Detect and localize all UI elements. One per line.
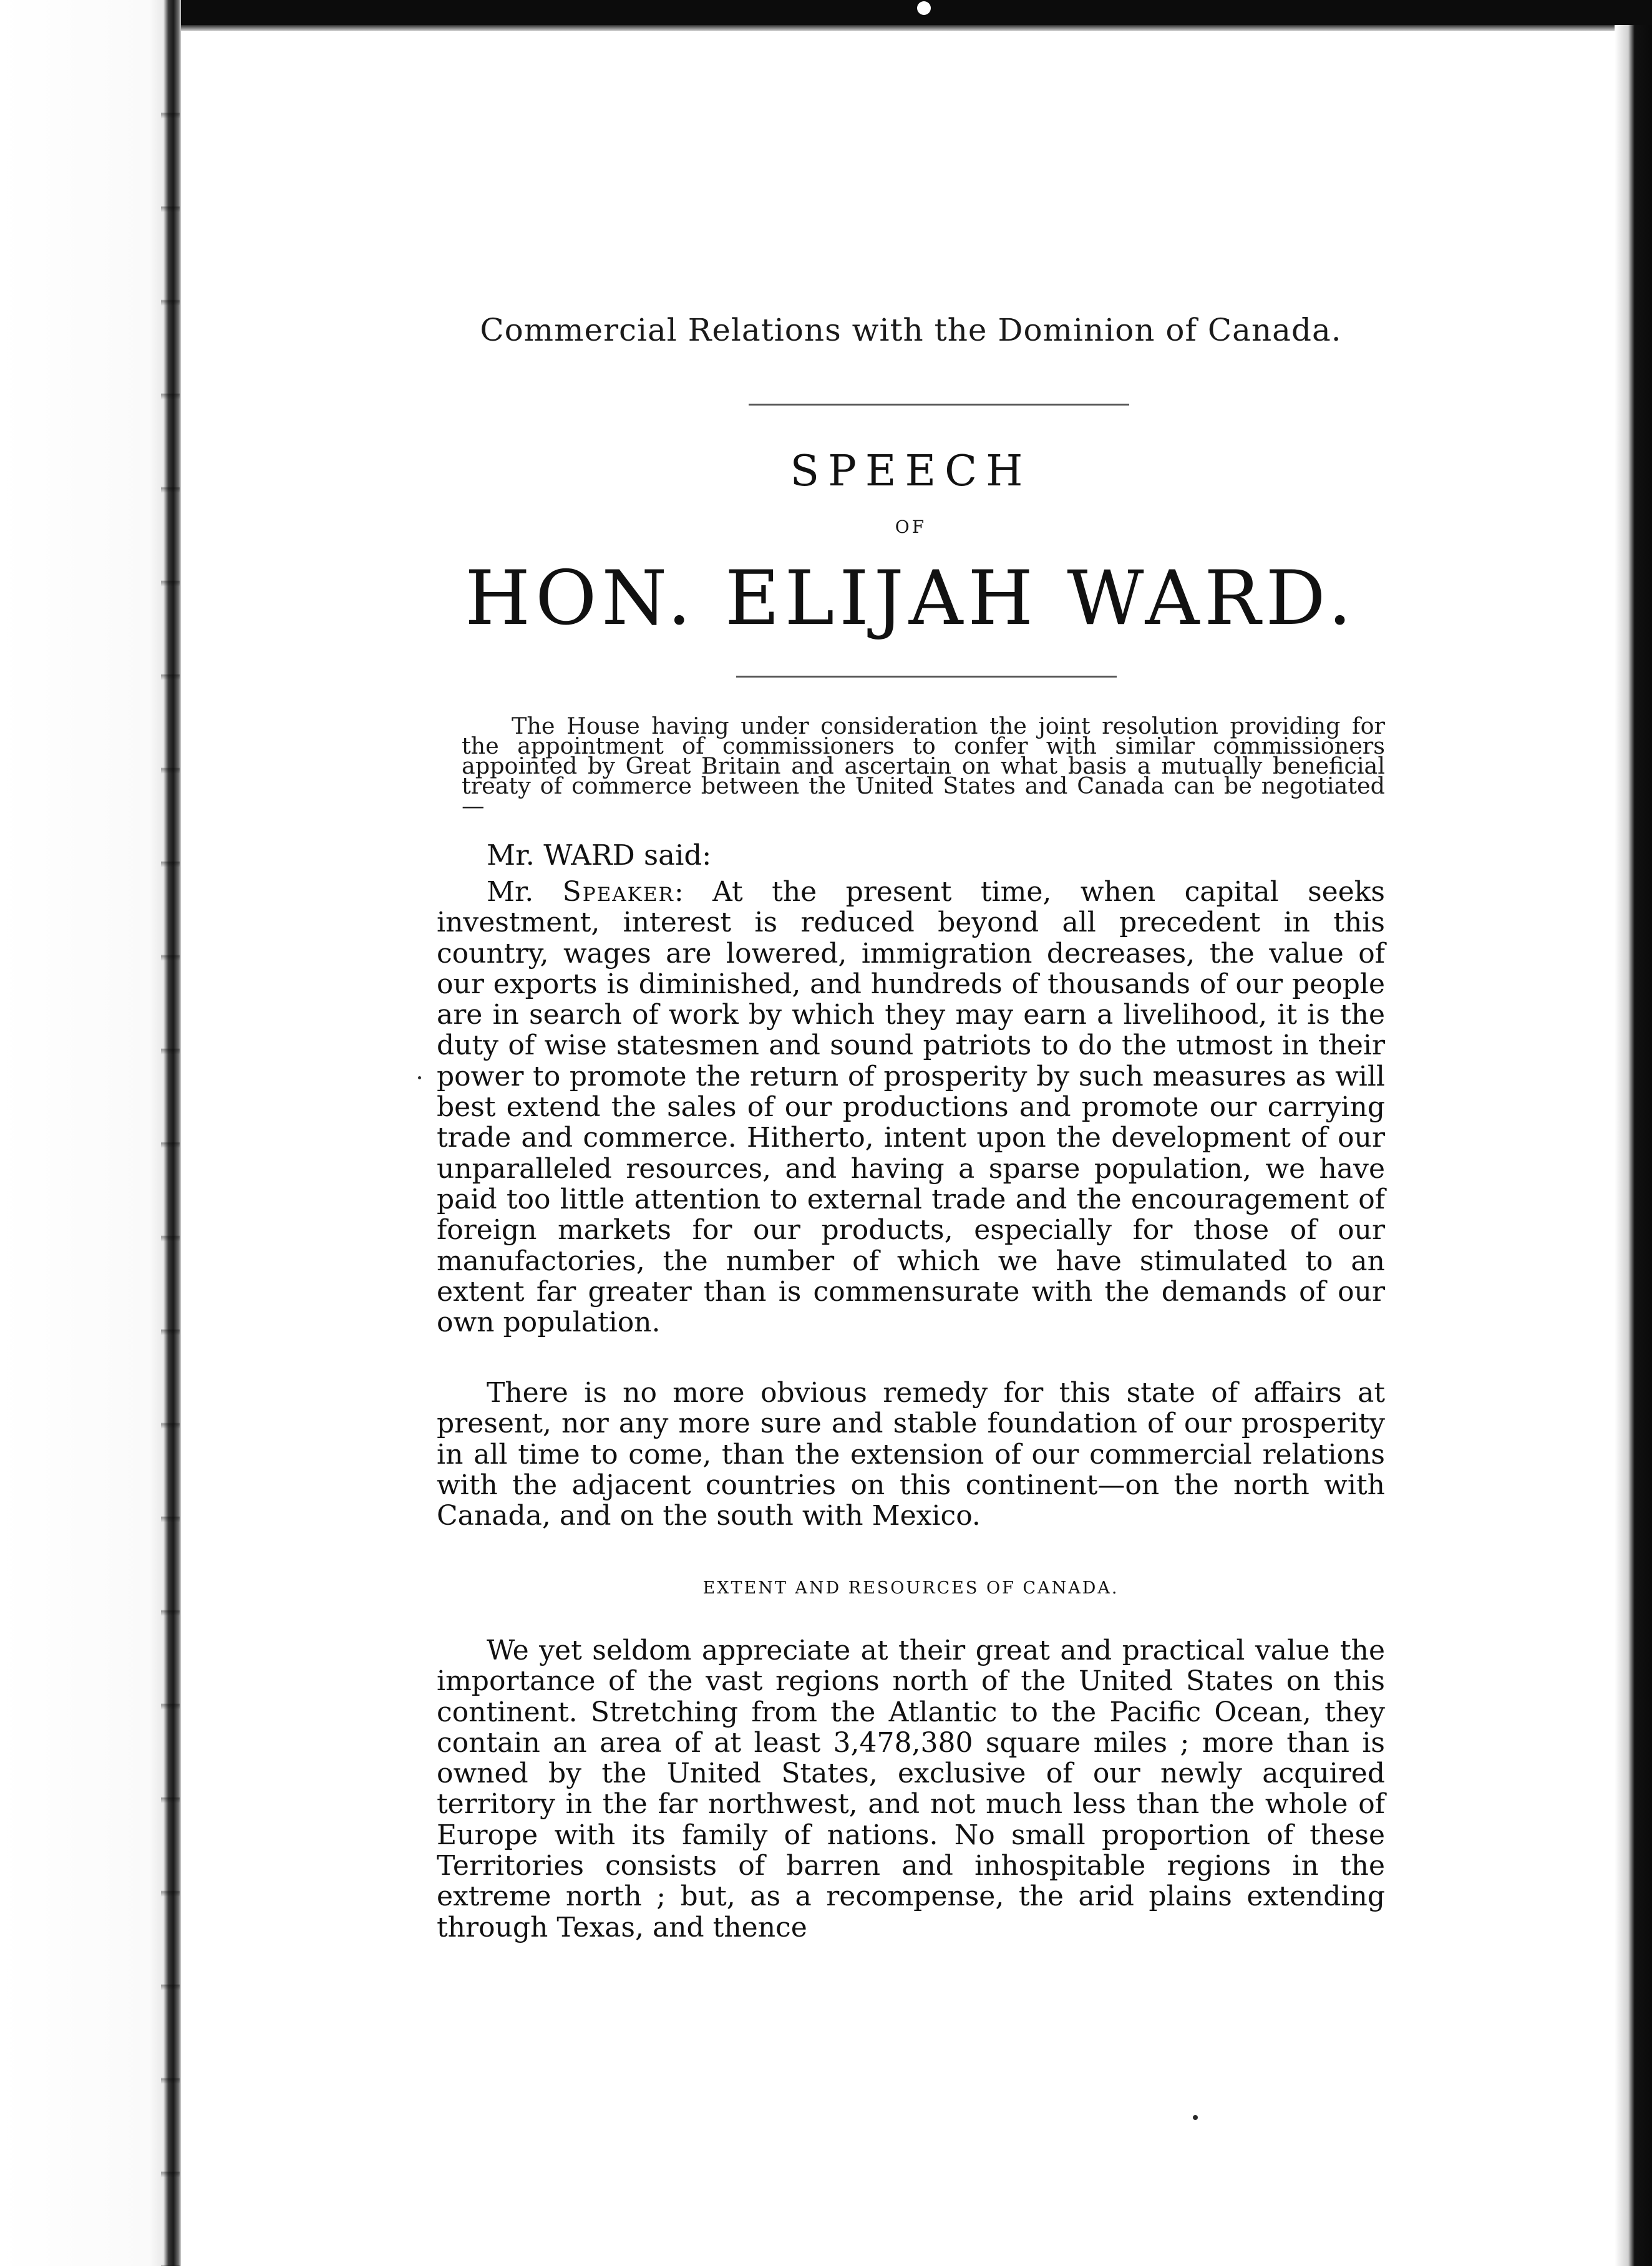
speaker-address: Speaker <box>562 876 674 908</box>
ink-speck <box>418 1076 421 1079</box>
preface-paragraph: The House having under consideration the joint resolution providing for the appointment of commissioners to confer with similar commissioners appointed by Great Britain and ascertain on what basis a mutually beneficial treaty of commerce between the United States and Canada can be negotiated— <box>462 712 1385 819</box>
paragraph-text: : At the present time, when capital seeks investment, interest is reduced beyond all precedent in this country, wages are lowered, immigration decreases, the value of our exports is diminished, and hundreds of thousands of our people are in search of work by which they may earn a livelihood, it is the duty of wise statesmen and sound patriots to do the utmost in their power to promote the return of prosperity by such measures as will best extend the sales of our productions and promote our carrying trade and commerce. Hitherto, intent upon the development of our unparalleled resources, and having a sparse population, we have paid too little attention to external trade and the encouragement of foreign markets for our products, especially for those of our manufactories, the number of which we have stimulated to an extent far greater than is commensurate with the demands of our own population. <box>437 876 1385 1339</box>
section-heading: EXTENT AND RESOURCES OF CANADA. <box>702 1578 1119 1598</box>
title-speaker-name: HON. ELIJAH WARD. <box>465 555 1357 642</box>
body-paragraph-3: We yet seldom appreciate at their great and practical value the importance of the vast regions north of the United States on this continent. Stretching from the Atlantic to the Pacific Ocean, they contain an area of at least 3,478,380 square miles ; more than is owned by the United States, exclusive of our newly acquired territory in the far northwest, and not much less than the whole of Europe with its family of nations. No small proportion of these Territories consists of barren and inhospitable regions in the extreme north ; but, as a recompense, the arid plains extending through Texas, and thence <box>437 1635 1385 1943</box>
binding-stitches <box>161 25 180 2266</box>
page-content <box>437 0 1385 2266</box>
body-paragraph-1 <box>437 877 1385 1338</box>
title-of: OF <box>895 517 927 537</box>
title-speech: SPEECH <box>790 447 1032 496</box>
rule-divider-top <box>749 404 1129 406</box>
body-paragraph-2: There is no more obvious remedy for this state of affairs at present, nor any more sure and stable foundation of our prosperity in all time to come, than the extension of our commercial relations with the adjacent countries on this continent—on the north with Canada, and on the south with Mexico. <box>437 1377 1385 1532</box>
scan-right-border <box>1615 25 1652 2266</box>
page-binding-edge <box>0 0 181 2266</box>
paragraph-lead: Mr. <box>487 876 563 908</box>
said-line: Mr. WARD said: <box>487 839 712 872</box>
rule-divider-bottom <box>736 676 1117 678</box>
running-head: Commercial Relations with the Dominion of Canada. <box>480 312 1342 348</box>
